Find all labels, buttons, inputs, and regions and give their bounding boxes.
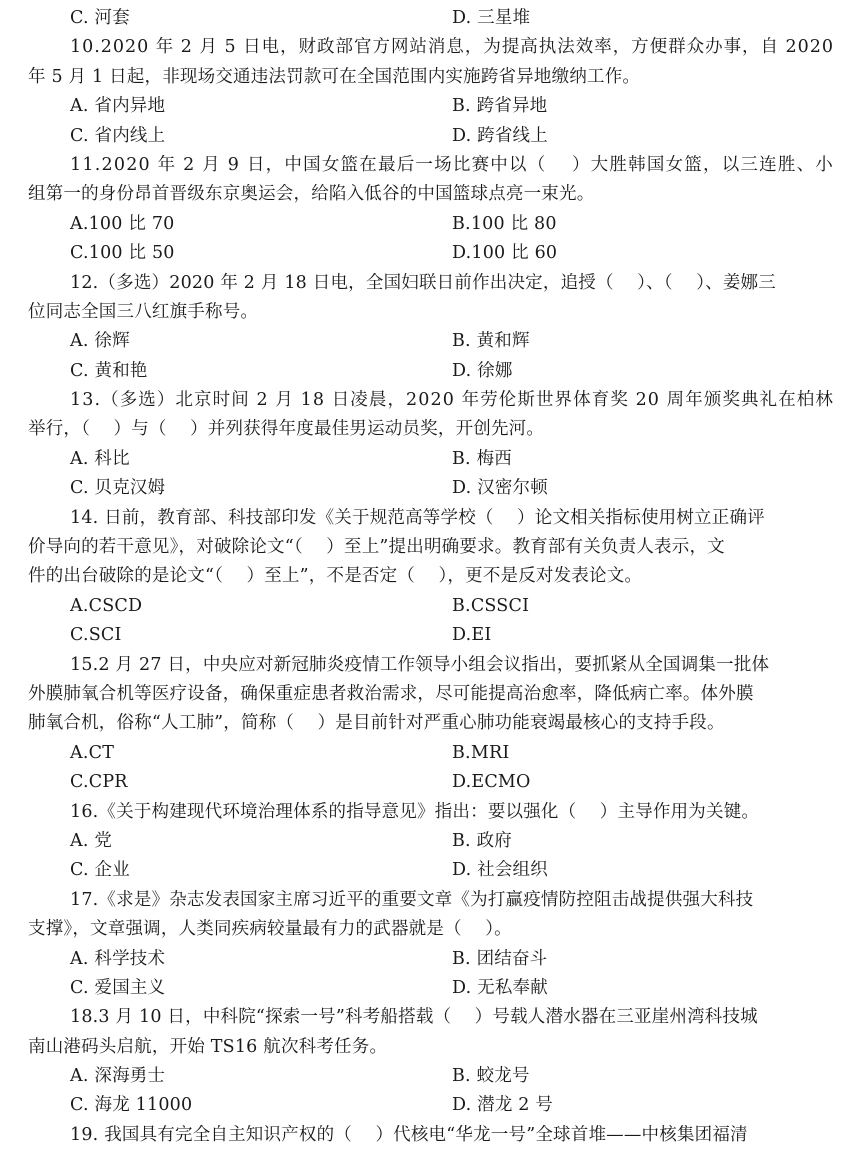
option-right: D. 跨省线上: [452, 125, 548, 146]
option-left: A.CT: [70, 742, 115, 763]
option-a-clipped: [70, 0, 130, 3]
question-text: 13.（多选）北京时间 2 月 18 日凌晨，2020 年劳伦斯世界体育奖 20 周年颁奖典礼在柏林: [70, 390, 834, 411]
option-left: C.100 比 50: [70, 243, 175, 264]
option-right: D.EI: [452, 625, 492, 646]
option-right: B. 跨省异地: [452, 96, 548, 117]
option-left: A. 省内异地: [70, 96, 166, 117]
options-row: [0, 945, 862, 974]
question-text: 18.3 月 10 日，中科院“探索一号”科考船搭载（ ）号载人潜水器在三亚崖州湾科技城: [70, 1007, 758, 1028]
options-row: [0, 856, 862, 885]
question-text-continued: 位同志全国三八红旗手称号。: [28, 301, 259, 322]
option-left: A.CSCD: [70, 595, 143, 616]
option-right: B.MRI: [452, 742, 510, 763]
option-left: C. 爱国主义: [70, 977, 166, 998]
options-row: [0, 210, 862, 239]
option-right: D. 社会组织: [452, 860, 548, 881]
options-row: [0, 1091, 862, 1120]
options-row: [0, 1062, 862, 1091]
question-text-continued: 年 5 月 1 日起，非现场交通违法罚款可在全国范围内实施跨省异地缴纳工作。: [28, 66, 641, 87]
question-text: 10.2020 年 2 月 5 日电，财政部官方网站消息，为提高执法效率，方便群众办事，自 2020: [70, 37, 834, 58]
options-row: [0, 327, 862, 356]
question-text-continued: 组第一的身份昂首晋级东京奥运会，给陷入低谷的中国篮球点亮一束光。: [28, 184, 595, 205]
question-text: 15.2 月 27 日，中央应对新冠肺炎疫情工作领导小组会议指出，要抓紧从全国调集一批体: [70, 654, 770, 675]
options-row: [0, 827, 862, 856]
option-left: A. 徐辉: [70, 331, 130, 352]
option-left: C.CPR: [70, 772, 128, 793]
question-text: 16.《关于构建现代环境治理体系的指导意见》指出：要以强化（ ）主导作用为关键。: [70, 801, 760, 822]
option-right: D. 徐娜: [452, 360, 513, 381]
option-left: C.SCI: [70, 625, 122, 646]
question-text-continued: 件的出台破除的是论文“（ ）至上”，不是否定（ ），更不是反对发表论文。: [28, 566, 643, 587]
option-left: A. 党: [70, 830, 113, 851]
option-left: A. 科学技术: [70, 948, 166, 969]
option-right: B. 黄和辉: [452, 331, 530, 352]
question-text-continued: 举行，（ ）与（ ）并列获得年度最佳男运动员奖，开创先河。: [28, 419, 545, 440]
options-row: [0, 768, 862, 797]
options-row: [0, 357, 862, 386]
question-text-continued: 支撑》，文章强调，人类同疾病较量最有力的武器就是（ ）。: [28, 919, 512, 940]
option-left: C. 黄和艳: [70, 360, 148, 381]
option-left: C. 省内线上: [70, 125, 166, 146]
option-right: B. 梅西: [452, 448, 512, 469]
question-text-continued: 外膜肺氧合机等医疗设备，确保重症患者救治需求，尽可能提高治愈率，降低病亡率。体外膜: [28, 683, 754, 704]
option-left: C. 贝克汉姆: [70, 478, 166, 499]
question-list: [0, 4, 862, 1150]
option-right: D. 潜龙 2 号: [452, 1095, 554, 1116]
option-right: B. 蛟龙号: [452, 1066, 530, 1087]
question-text: 14. 日前，教育部、科技部印发《关于规范高等学校（ ）论文相关指标使用树立正确评: [70, 507, 765, 528]
options-row: [0, 92, 862, 121]
option-right: B. 团结奋斗: [452, 948, 548, 969]
options-row: [0, 621, 862, 650]
question-text: 17.《求是》杂志发表国家主席习近平的重要文章《为打赢疫情防控阻击战提供强大科技: [70, 889, 754, 910]
question-text-continued: 南山港码头启航，开始 TS16 航次科考任务。: [28, 1036, 388, 1057]
option-b-clipped: [452, 0, 512, 3]
option-right: D. 无私奉献: [452, 977, 548, 998]
option-right: B.CSSCI: [452, 595, 530, 616]
options-row: [0, 974, 862, 1003]
option-left: C. 海龙 11000: [70, 1095, 193, 1116]
option-left: A. 深海勇士: [70, 1066, 166, 1087]
options-row: [0, 122, 862, 151]
option-left: C. 河套: [70, 8, 130, 28]
option-right: D.100 比 60: [452, 243, 558, 264]
options-row: [0, 474, 862, 503]
options-row: [0, 4, 862, 33]
question-text: 19. 我国具有完全自主知识产权的（ ）代核电“华龙一号”全球首堆——中核集团福清: [70, 1124, 748, 1145]
option-right: B.100 比 80: [452, 213, 557, 234]
options-row: [0, 239, 862, 268]
option-right: D.ECMO: [452, 772, 531, 793]
question-text-continued: 肺氧合机，俗称“人工肺”，简称（ ）是目前针对严重心肺功能衰竭最核心的支持手段。: [28, 713, 725, 734]
option-right: D. 三星堆: [452, 8, 531, 28]
question-text-continued: 价导向的若干意见》，对破除论文“（ ）至上”提出明确要求。教育部有关负责人表示，文: [28, 537, 725, 558]
options-row: [0, 739, 862, 768]
option-left: C. 企业: [70, 860, 130, 881]
option-left: A. 科比: [70, 448, 130, 469]
question-text: 11.2020 年 2 月 9 日，中国女篮在最后一场比赛中以（ ）大胜韩国女篮，以三连胜、小: [70, 154, 834, 175]
option-right: D. 汉密尔顿: [452, 478, 548, 499]
option-left: A.100 比 70: [70, 213, 175, 234]
options-row: [0, 592, 862, 621]
options-row: [0, 445, 862, 474]
question-text: 12.（多选）2020 年 2 月 18 日电，全国妇联日前作出决定，追授（ ）、（ ）、姜娜三: [70, 272, 776, 293]
option-right: B. 政府: [452, 830, 512, 851]
